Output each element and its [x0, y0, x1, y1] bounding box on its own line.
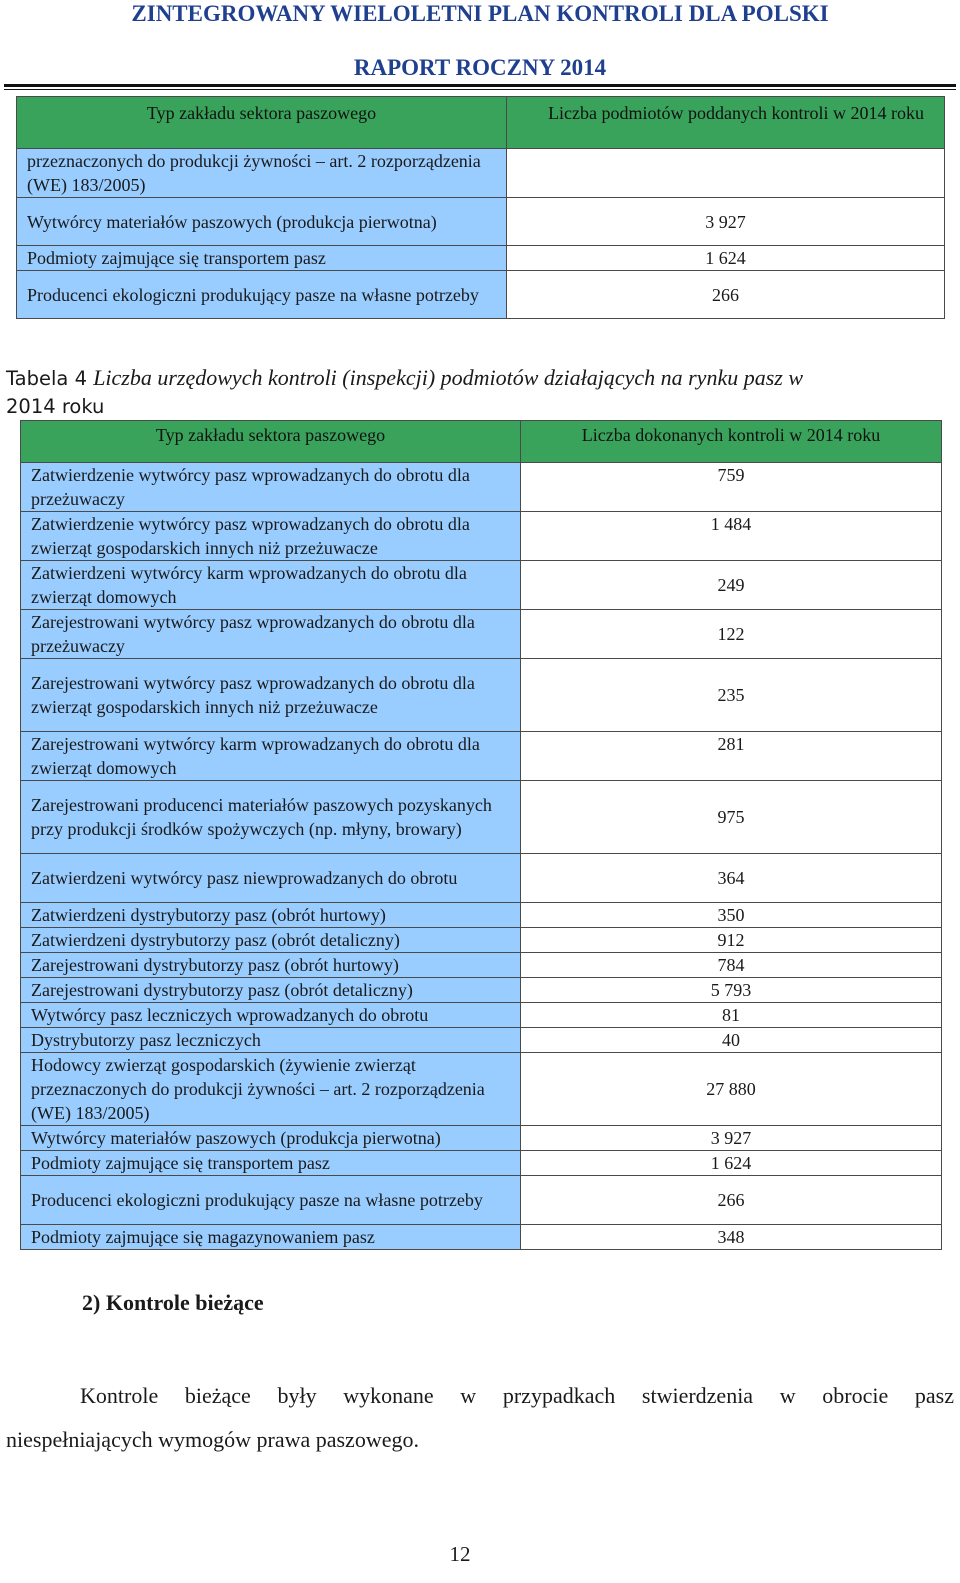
row-label: Zarejestrowani wytwórcy karm wprowadzanych do obrotu dla zwierząt domowych: [21, 732, 521, 781]
table-header-row: [17, 97, 945, 149]
table-row: [21, 561, 942, 610]
table-row: [21, 978, 942, 1003]
table-row: [21, 1053, 942, 1126]
table-4: [20, 420, 942, 1250]
row-label: Zarejestrowani producenci materiałów paszowych pozyskanych przy produkcji środków spożywczych (np. młyny, browary): [21, 781, 521, 854]
column-header-count: Liczba podmiotów poddanych kontroli w 2014 roku: [507, 97, 945, 149]
row-label: Podmioty zajmujące się magazynowaniem pasz: [21, 1225, 521, 1250]
row-value: 281: [521, 732, 942, 781]
table-row: [17, 149, 945, 198]
table-row: [21, 463, 942, 512]
table-header-row: [21, 421, 942, 463]
row-label: Dystrybutorzy pasz leczniczych: [21, 1028, 521, 1053]
document-subtitle: RAPORT ROCZNY 2014: [353, 55, 607, 80]
caption-italic: Liczba urzędowych kontroli (inspekcji) podmiotów działających na rynku pasz w: [93, 365, 804, 390]
row-value: 3 927: [507, 198, 945, 246]
header-rule-thin: [4, 89, 956, 90]
table-row: [21, 953, 942, 978]
row-value: 759: [521, 463, 942, 512]
paragraph-line-1: Kontrole bieżące były wykonane w przypadkach stwierdzenia w obrocie pasz: [80, 1383, 954, 1408]
row-value: 784: [521, 953, 942, 978]
table-continued: [16, 96, 945, 319]
table-row: [21, 659, 942, 732]
row-label: Zarejestrowani dystrybutorzy pasz (obrót detaliczny): [21, 978, 521, 1003]
column-header-type: Typ zakładu sektora paszowego: [17, 97, 507, 149]
table-row: [21, 903, 942, 928]
table-row: [21, 1126, 942, 1151]
row-value: 249: [521, 561, 942, 610]
row-label: Zatwierdzenie wytwórcy pasz wprowadzanych do obrotu dla zwierząt gospodarskich innych niż przeżuwacze: [21, 512, 521, 561]
section-heading: 2) Kontrole bieżące: [82, 1290, 264, 1315]
table-row: [21, 1003, 942, 1028]
row-value: 364: [521, 854, 942, 903]
row-label: Zatwierdzeni wytwórcy pasz niewprowadzanych do obrotu: [21, 854, 521, 903]
row-label: Zatwierdzeni wytwórcy karm wprowadzanych do obrotu dla zwierząt domowych: [21, 561, 521, 610]
row-label: przeznaczonych do produkcji żywności – art. 2 rozporządzenia (WE) 183/2005): [17, 149, 507, 198]
row-value: 122: [521, 610, 942, 659]
row-value: 975: [521, 781, 942, 854]
table-row: [17, 271, 945, 319]
table-row: [21, 512, 942, 561]
row-label: Zarejestrowani wytwórcy pasz wprowadzanych do obrotu dla przeżuwaczy: [21, 610, 521, 659]
caption-suffix: 2014 roku: [6, 395, 105, 418]
row-value: 348: [521, 1225, 942, 1250]
document-title: ZINTEGROWANY WIELOLETNI PLAN KONTROLI DLA POLSKI: [131, 1, 829, 26]
row-value: [507, 149, 945, 198]
row-label: Podmioty zajmujące się transportem pasz: [17, 246, 507, 271]
row-value: 266: [507, 271, 945, 319]
row-value: 40: [521, 1028, 942, 1053]
row-label: Hodowcy zwierząt gospodarskich (żywienie zwierząt przeznaczonych do produkcji żywności – art. 2 rozporządzenia (WE) 183/2005): [21, 1053, 521, 1126]
table-caption: [6, 364, 952, 421]
column-header-type: Typ zakładu sektora paszowego: [21, 421, 521, 463]
column-header-count: Liczba dokonanych kontroli w 2014 roku: [521, 421, 942, 463]
caption-prefix: Tabela 4: [6, 367, 94, 390]
row-label: Zarejestrowani wytwórcy pasz wprowadzanych do obrotu dla zwierząt gospodarskich innych niż przeżuwacze: [21, 659, 521, 732]
row-label: Zatwierdzeni dystrybutorzy pasz (obrót hurtowy): [21, 903, 521, 928]
table-row: [21, 732, 942, 781]
row-label: Wytwórcy materiałów paszowych (produkcja pierwotna): [21, 1126, 521, 1151]
row-value: 3 927: [521, 1126, 942, 1151]
row-label: Producenci ekologiczni produkujący pasze na własne potrzeby: [21, 1176, 521, 1225]
row-label: Zatwierdzeni dystrybutorzy pasz (obrót detaliczny): [21, 928, 521, 953]
table-row: [21, 1151, 942, 1176]
section-paragraph: [6, 1374, 954, 1462]
table-row: [21, 610, 942, 659]
row-value: 5 793: [521, 978, 942, 1003]
row-value: 912: [521, 928, 942, 953]
page-number: 12: [449, 1542, 471, 1566]
row-label: Wytwórcy materiałów paszowych (produkcja pierwotna): [17, 198, 507, 246]
row-value: 1 624: [521, 1151, 942, 1176]
row-value: 266: [521, 1176, 942, 1225]
row-label: Zatwierdzenie wytwórcy pasz wprowadzanych do obrotu dla przeżuwaczy: [21, 463, 521, 512]
row-value: 27 880: [521, 1053, 942, 1126]
row-value: 235: [521, 659, 942, 732]
table-row: [17, 246, 945, 271]
table-row: [21, 1028, 942, 1053]
table-row: [21, 1225, 942, 1250]
header-rule: [4, 84, 956, 87]
row-label: Zarejestrowani dystrybutorzy pasz (obrót hurtowy): [21, 953, 521, 978]
row-label: Podmioty zajmujące się transportem pasz: [21, 1151, 521, 1176]
table-row: [21, 854, 942, 903]
table-row: [17, 198, 945, 246]
paragraph-line-2: niespełniających wymogów prawa paszowego.: [6, 1427, 419, 1452]
row-value: 1 484: [521, 512, 942, 561]
table-row: [21, 1176, 942, 1225]
row-value: 1 624: [507, 246, 945, 271]
table-row: [21, 781, 942, 854]
row-label: Wytwórcy pasz leczniczych wprowadzanych do obrotu: [21, 1003, 521, 1028]
row-label: Producenci ekologiczni produkujący pasze na własne potrzeby: [17, 271, 507, 319]
row-value: 350: [521, 903, 942, 928]
table-row: [21, 928, 942, 953]
row-value: 81: [521, 1003, 942, 1028]
